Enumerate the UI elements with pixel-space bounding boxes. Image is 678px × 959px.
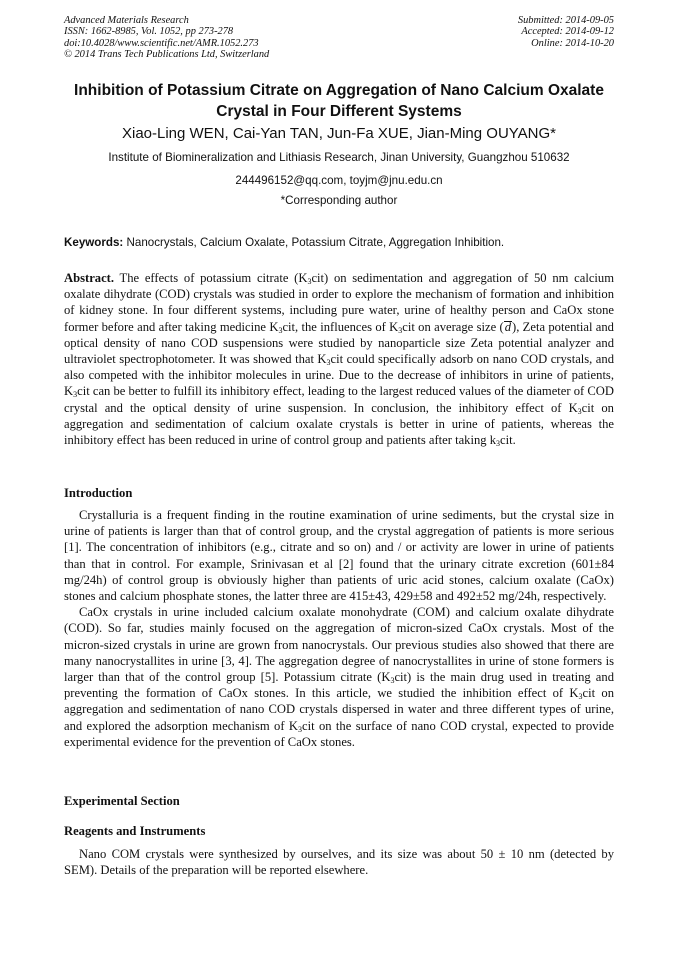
paragraph-text: cit) is the main drug used in treating and preventing the formation of CaOx stones. In this article, we studied the inhibition effect of K: [64, 670, 614, 701]
subscript: 3: [298, 724, 302, 734]
introduction-heading: Introduction: [64, 486, 133, 500]
reagents-body: [64, 846, 614, 878]
mean-size-symbol: d: [504, 319, 511, 334]
subscript: 3: [307, 277, 312, 286]
introduction-body: [64, 507, 614, 750]
abstract: [64, 270, 614, 448]
subscript: 3: [398, 325, 403, 335]
paper-title: [40, 80, 638, 122]
subscript: 3: [73, 390, 78, 400]
author-emails: 244496152@qq.com, toyjm@jnu.edu.cn: [235, 174, 443, 187]
submitted-date: Submitted: 2014-09-05: [517, 15, 614, 26]
abstract-text: cit, the influences of K: [282, 319, 399, 334]
abstract-text: cit could specifically adsorb on nano COD crystals, and also competed with the inhibitor molecules in urine. Due to the decrease of inhibitors in urine of patients, K: [64, 352, 614, 399]
title-line-2: Crystal in Four Different Systems: [216, 103, 462, 120]
subscript: 3: [577, 406, 582, 416]
abstract-text: cit on average size (: [402, 319, 504, 334]
abstract-text: cit.: [500, 433, 516, 448]
paragraph-text: cit on aggregation and sedimentation of nano COD crystals dispersed in water and three different types of urine, and explored the adsorption mechanism of K: [64, 686, 614, 733]
doi-line: doi:10.4028/www.scientific.net/AMR.1052.273: [64, 37, 259, 49]
issn-line: ISSN: 1662-8985, Vol. 1052, pp 273-278: [64, 26, 234, 38]
journal-name: Advanced Materials Research: [64, 15, 189, 26]
keywords-label: Keywords:: [64, 236, 124, 249]
online-date: Online: 2014-10-20: [531, 37, 614, 49]
abstract-text: cit can be better to fulfill its inhibitory effect, leading to the largest reduced values of the diameter of COD crystal and the optical density of urine suspension. In conclusion, the inhibitory effect of K: [64, 384, 614, 415]
subscript: 3: [390, 676, 395, 686]
affiliation: Institute of Biomineralization and Lithiasis Research, Jinan University, Guangzhou 510632: [108, 151, 570, 164]
author-list: Xiao-Ling WEN, Cai-Yan TAN, Jun-Fa XUE, Jian-Ming OUYANG*: [121, 125, 557, 142]
corresponding-author-note: *Corresponding author: [280, 194, 398, 207]
journal-header-right: [518, 15, 614, 49]
intro-paragraph-2: [64, 604, 614, 750]
keywords: [64, 235, 614, 250]
subscript: 3: [326, 358, 331, 368]
subscript: 3: [278, 325, 283, 335]
abstract-text: ), Zeta potential and optical density of nano COD suspensions were studied by nanoparticle size Zeta potential analyzer and ultraviolet spectrophotometer. It was showed that K: [64, 319, 614, 367]
paragraph-text: CaOx crystals in urine included calcium oxalate monohydrate (COM) and calcium oxalate dihydrate (COD). So far, studies mainly focused on the aggregation of micron-sized CaOx crystals. Most of the micron-sized crystals in urine are grown from nanocrystals. Our previous studies also showed that there are many nanocrystallites in urine [3, 4]. The aggregation degree of nanocrystallites in urine of stone formers is larger than that of the control group [5]. Potassium citrate (K: [64, 605, 614, 685]
accepted-date: Accepted: 2014-09-12: [521, 26, 614, 38]
journal-header-left: [64, 15, 269, 61]
abstract-text: cit) on sedimentation and aggregation of 50 nm calcium oxalate dihydrate (COD) crystals was studied in order to explore the mechanism of formation and inhibition of kidney stone. In four different systems, including pure water, urine of healthy person and CaOx stone former before and after taking medicine K: [64, 271, 615, 334]
experimental-section-heading: Experimental Section: [64, 794, 180, 808]
abstract-label: Abstract.: [64, 271, 115, 285]
subscript: 3: [496, 439, 501, 449]
paragraph-text: cit on the surface of nano COD crystal, expected to provide experimental evidence for the prevention of CaOx stones.: [64, 718, 614, 749]
intro-paragraph-1: Crystalluria is a frequent finding in the routine examination of urine sediments, but the crystal size in urine of patients is larger than that of control group, and the crystal aggregation of patients is more serious [1]. The concentration of inhibitors (e.g., citrate and so on) and / or activity are lower in urine of patients than that in control. For example, Srinivasan et al [2] found that the urinary citrate excretion (601±84 mg/24h) of control group is obviously higher than patients of uric acid stones, calcium oxalate (CaOx) stones and calcium phosphate stones, the latter three are 415±43, 429±58 and 492±52 mg/24h, respectively.: [64, 508, 614, 604]
title-line-1: Inhibition of Potassium Citrate on Aggregation of Nano Calcium Oxalate: [74, 82, 604, 99]
keywords-text: Nanocrystals, Calcium Oxalate, Potassium Citrate, Aggregation Inhibition.: [126, 236, 505, 249]
reagents-paragraph-1: Nano COM crystals were synthesized by ourselves, and its size was about 50 ± 10 nm (detected by SEM). Details of the preparation will be reported elsewhere.: [64, 847, 614, 878]
copyright-line: © 2014 Trans Tech Publications Ltd, Switzerland: [64, 49, 270, 61]
subscript: 3: [578, 692, 583, 702]
abstract-text: cit on aggregation and sedimentation of calcium oxalate crystals is better in urine of patients, whereas the inhibitory effect has been reduced in urine of control group and patients after taking k: [64, 400, 614, 448]
reagents-heading: Reagents and Instruments: [64, 824, 206, 838]
abstract-text: The effects of potassium citrate (K: [119, 271, 308, 285]
